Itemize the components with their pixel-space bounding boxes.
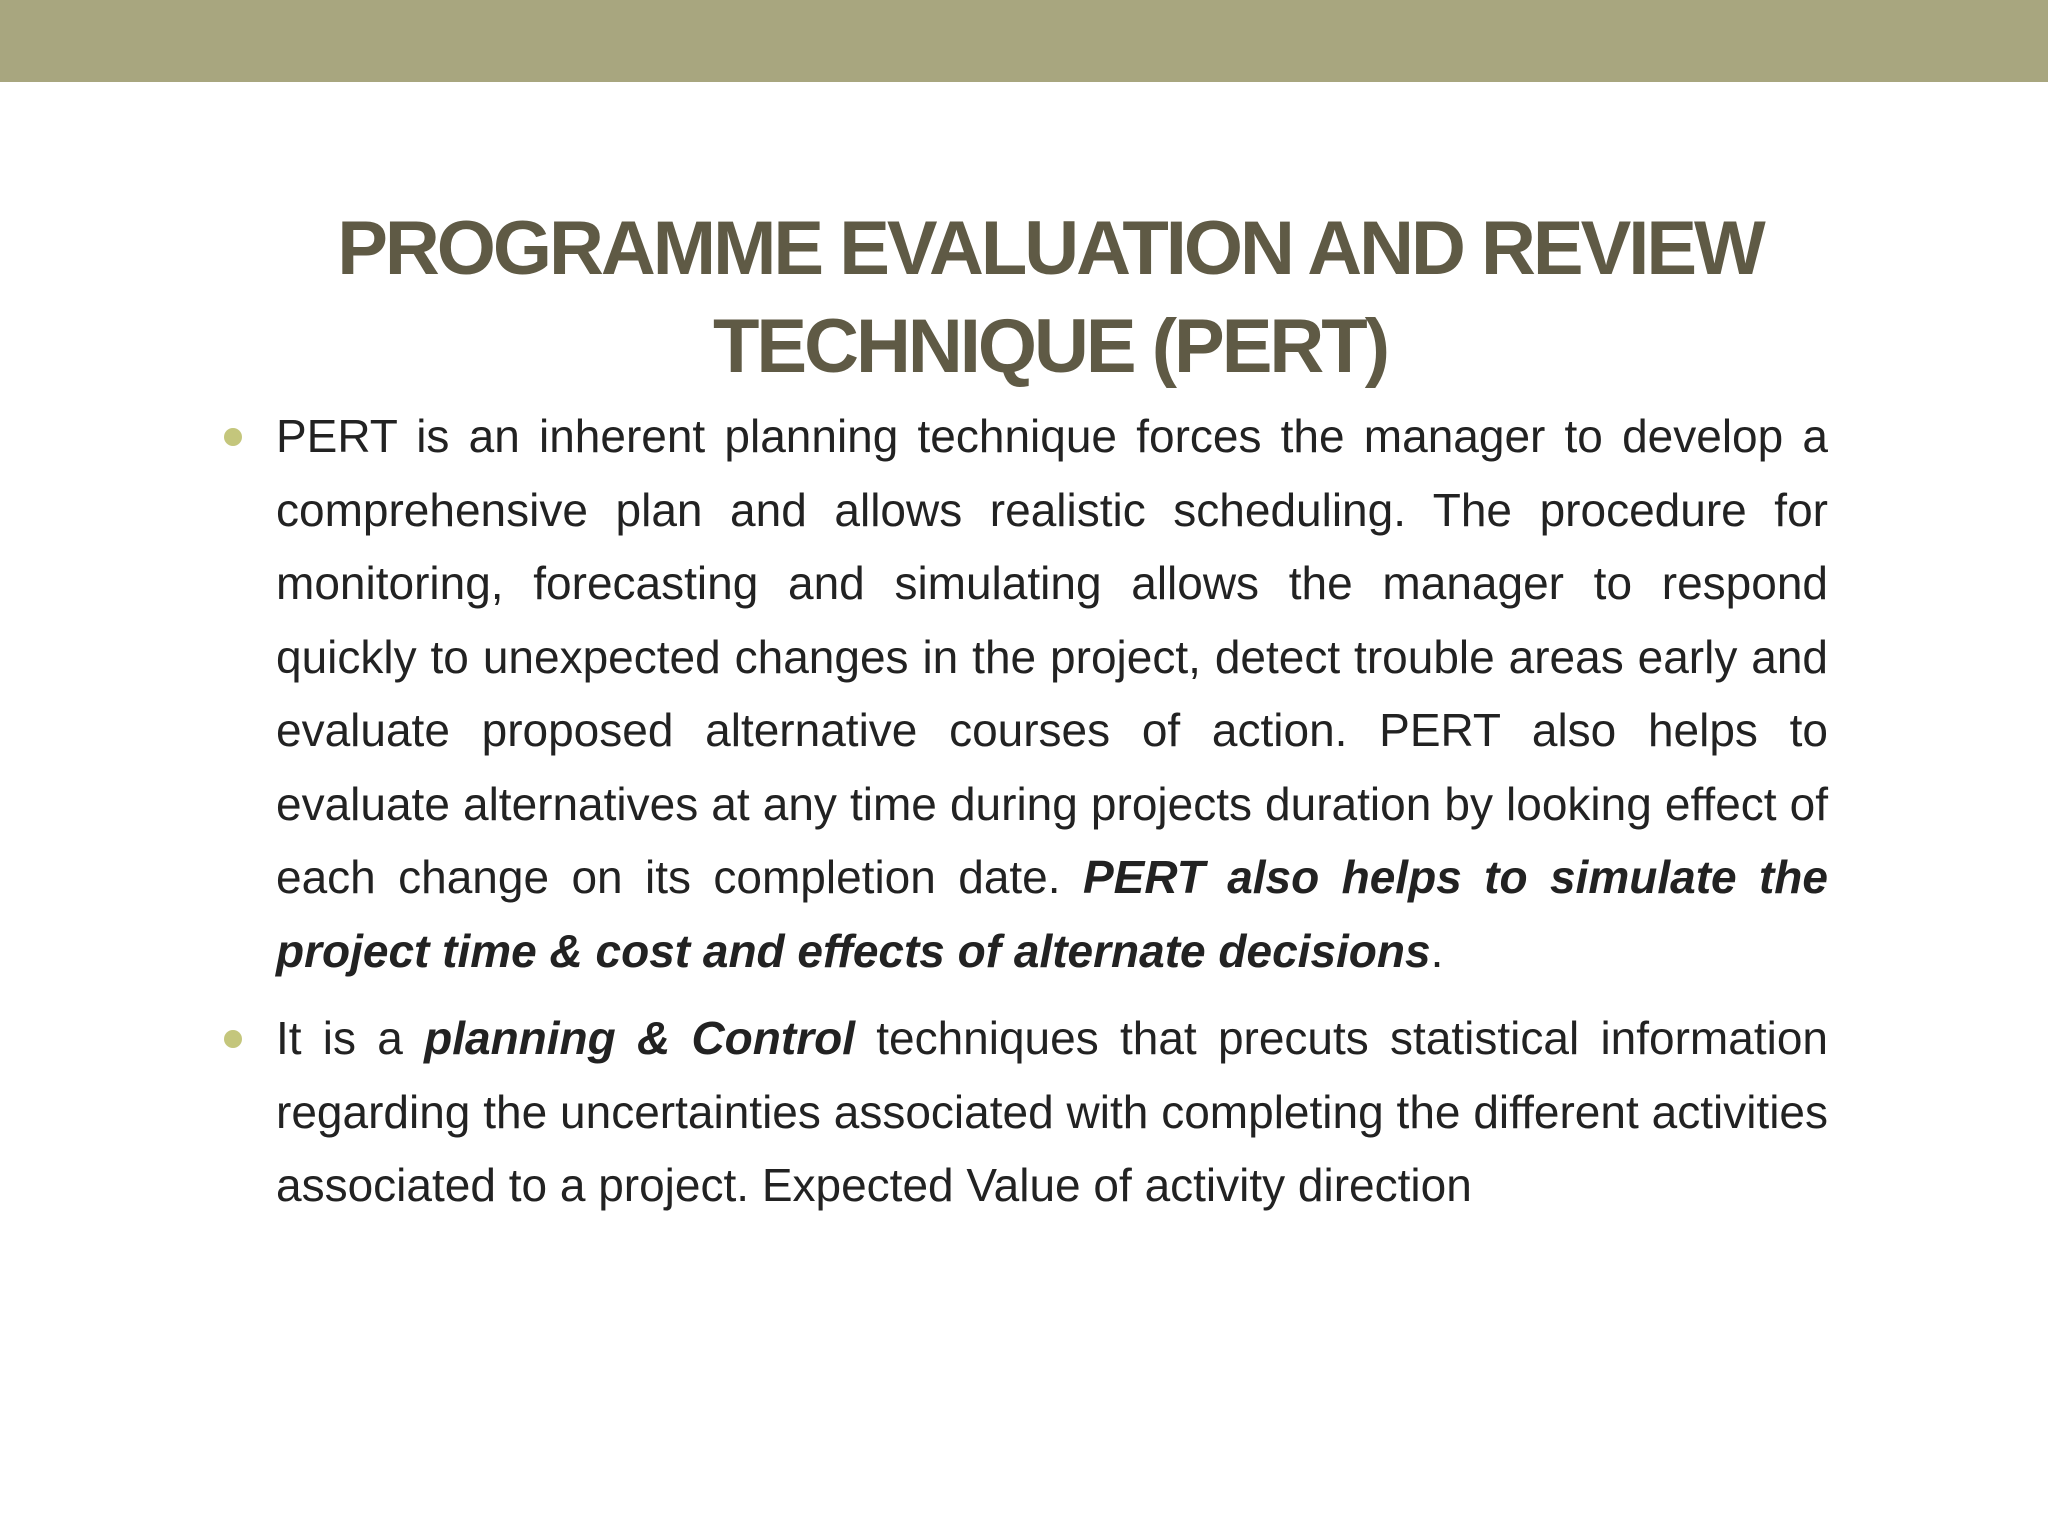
slide-title: [220, 200, 1880, 396]
bullet-prefix: It is a: [276, 1012, 425, 1064]
slide-title-line-1: PROGRAMME EVALUATION AND REVIEW: [337, 206, 1763, 291]
bullet-text: techniques that precuts statistical information regarding the uncertainties associated with completing the different activities associated to a project. Expected Value of activity direction: [276, 1012, 1828, 1211]
bullet-dot-icon: [224, 428, 242, 446]
bullet-text: PERT is an inherent planning technique forces the manager to develop a comprehensive plan and allows realistic scheduling. The procedure for monitoring, forecasting and simulating allows the manager to respond quickly to unexpected changes in the project, detect trouble areas early and evaluate proposed alternative courses of action. PERT also helps to evaluate alternatives at any time during projects duration by looking effect of each change on its completion date.: [276, 410, 1828, 903]
bullet-list: [276, 400, 1828, 1223]
slide-title-line-2: TECHNIQUE (PERT): [713, 304, 1387, 389]
bullet-ending: .: [1430, 924, 1444, 977]
bullet-emphasis-text: PERT also helps to simulate the project time & cost and effects of alternate decisions: [276, 851, 1828, 977]
bullet-item-pert-overview: [276, 400, 1828, 988]
bullet-item-planning-control: [276, 1002, 1828, 1223]
bullet-emphasis-text: planning & Control: [424, 1012, 855, 1064]
top-decorative-band: [0, 0, 2048, 82]
bullet-dot-icon: [224, 1030, 242, 1048]
